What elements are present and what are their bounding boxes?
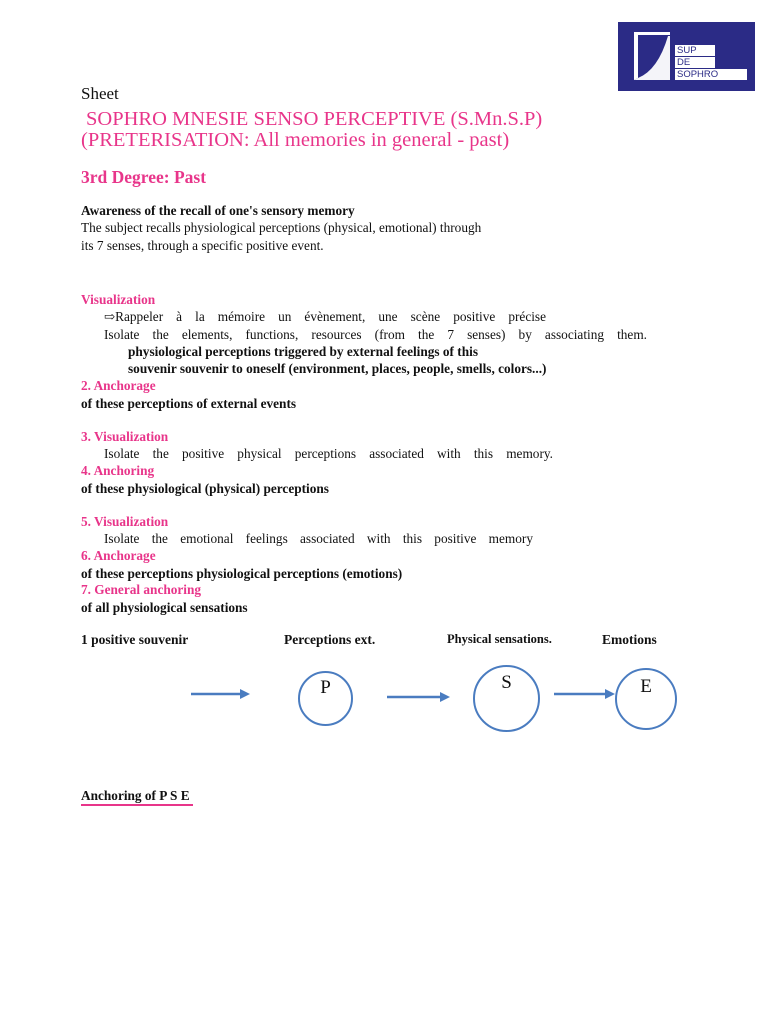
logo-line-de: DE bbox=[675, 57, 715, 69]
logo-swoosh-icon bbox=[632, 30, 672, 82]
circle-s bbox=[473, 665, 540, 732]
step-3-heading: 3. Visualization bbox=[81, 429, 169, 444]
intro-heading: Awareness of the recall of one's sensory memory bbox=[81, 203, 355, 218]
step-2-text: of these perceptions of external events bbox=[81, 396, 297, 411]
diagram-label-perceptions: Perceptions ext. bbox=[284, 632, 376, 647]
diagram-label-physical: Physical sensations. bbox=[447, 632, 552, 646]
step-7-text: of all physiological sensations bbox=[81, 600, 248, 615]
step-5-text: Isolate the emotional feelings associated with this positive memory bbox=[104, 531, 533, 546]
step-6-text: of these perceptions physiological perceptions (emotions) bbox=[81, 566, 403, 581]
sheet-label: Sheet bbox=[81, 84, 119, 103]
step-1-line-3: physiological perceptions triggered by external feelings of this bbox=[128, 344, 479, 359]
step-6-heading: 6. Anchorage bbox=[81, 548, 156, 563]
step-2-heading: 2. Anchorage bbox=[81, 378, 156, 393]
logo-line-sophro: SOPHRO bbox=[675, 69, 747, 81]
intro-line-1: The subject recalls physiological perceptions (physical, emotional) through bbox=[81, 220, 482, 235]
sup-de-sophro-logo bbox=[618, 22, 755, 91]
circle-s-label: S bbox=[501, 672, 512, 693]
arrow-p-to-s-icon bbox=[386, 690, 452, 704]
arrow-to-p-icon bbox=[190, 687, 252, 701]
step-1-heading: Visualization bbox=[81, 292, 156, 307]
step-1-line-4: souvenir souvenir to oneself (environment, places, people, smells, colors...) bbox=[128, 361, 547, 376]
step-7-heading: 7. General anchoring bbox=[81, 582, 202, 597]
diagram-label-souvenir: 1 positive souvenir bbox=[81, 632, 189, 647]
logo-text bbox=[675, 45, 719, 81]
step-3-text: Isolate the positive physical perceptions associated with this memory. bbox=[104, 446, 553, 461]
title-line-2: (PRETERISATION: All memories in general - past) bbox=[81, 129, 510, 151]
step-5-heading: 5. Visualization bbox=[81, 514, 169, 529]
title-line-1: SOPHRO MNESIE SENSO PERCEPTIVE (S.Mn.S.P) bbox=[86, 108, 543, 130]
arrow-s-to-e-icon bbox=[553, 687, 617, 701]
circle-p-label: P bbox=[320, 677, 331, 698]
anchoring-pse-heading: Anchoring of P S E bbox=[81, 787, 193, 806]
degree-heading: 3rd Degree: Past bbox=[81, 167, 207, 187]
circle-e bbox=[615, 668, 677, 730]
step-4-text: of these physiological (physical) perceptions bbox=[81, 481, 329, 496]
step-1-line-1: ⇨Rappeler à la mémoire un évènement, une scène positive précise bbox=[104, 309, 546, 324]
circle-e-label: E bbox=[640, 676, 652, 697]
step-4-heading: 4. Anchoring bbox=[81, 463, 155, 478]
logo-line-sup: SUP bbox=[675, 45, 715, 57]
diagram-label-emotions: Emotions bbox=[602, 632, 657, 647]
step-1-line-2: Isolate the elements, functions, resources (from the 7 senses) by associating them. bbox=[104, 327, 647, 342]
intro-line-2: its 7 senses, through a specific positive event. bbox=[81, 238, 324, 253]
circle-p bbox=[298, 671, 353, 726]
